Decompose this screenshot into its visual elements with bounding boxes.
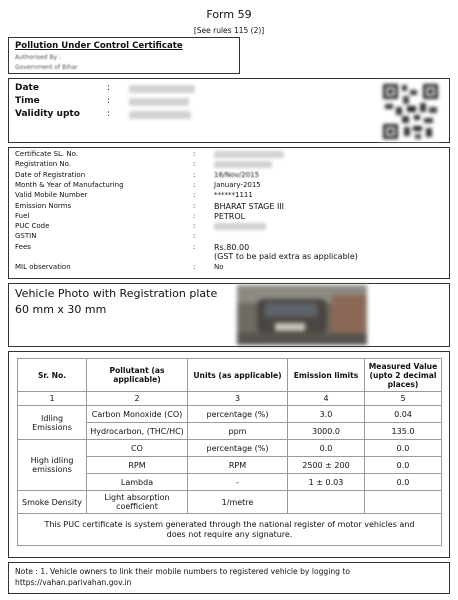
detail-value: 16/Nov/2015 — [214, 170, 260, 179]
unit-cell: RPM — [188, 457, 288, 474]
redacted-value — [214, 223, 266, 230]
pollutant-cell: Light absorption coefficient — [87, 491, 188, 514]
unit-cell: percentage (%) — [188, 406, 288, 423]
pollutant-cell: CO — [87, 440, 188, 457]
form-title: Form 59 — [206, 8, 252, 21]
detail-value: PETROL — [214, 211, 246, 221]
mobile-link-note: Note : 1. Vehicle owners to link their mobile numbers to registered vehicle by logging to https://vahan.parivahan.gov.in — [15, 567, 351, 587]
limit-cell: 3.0 — [288, 406, 365, 423]
qr-code — [381, 82, 440, 141]
detail-separator: : — [193, 263, 196, 272]
detail-label: MIL observation — [15, 263, 71, 272]
detail-label: Fees — [15, 242, 31, 251]
pollutant-cell: Lambda — [87, 474, 188, 491]
limit-cell: 1 ± 0.03 — [288, 474, 365, 491]
detail-separator: : — [193, 222, 196, 231]
time-value-redacted — [129, 98, 189, 106]
column-number: 2 — [87, 392, 188, 406]
column-number: 1 — [18, 392, 87, 406]
detail-separator: : — [193, 170, 196, 179]
detail-label: Month & Year of Manufacturing — [15, 180, 124, 189]
detail-separator: : — [193, 160, 196, 169]
group-smoke-density: Smoke Density — [18, 491, 87, 514]
detail-value: January-2015 — [214, 180, 261, 189]
rules-reference: [See rules 115 (2)] — [193, 26, 265, 35]
pollutant-cell: Carbon Monoxide (CO) — [87, 406, 188, 423]
group-high-idling: High idling emissions — [18, 440, 87, 491]
detail-separator: : — [193, 242, 196, 251]
date-label: Date — [15, 83, 39, 93]
detail-label: Valid Mobile Number — [15, 191, 88, 200]
redacted-value — [214, 161, 272, 168]
photo-box — [8, 283, 450, 347]
detail-separator: : — [193, 191, 196, 200]
validity-box — [8, 78, 450, 143]
validity-separator: : — [107, 109, 111, 119]
certificate-title-box — [8, 37, 240, 74]
time-separator: : — [107, 96, 111, 106]
detail-separator: : — [193, 180, 196, 189]
detail-separator: : — [193, 211, 196, 220]
pollutant-cell: Hydrocarbon, (THC/HC) — [87, 423, 188, 440]
authorised-by: Authorised By : — [15, 54, 61, 61]
photo-caption-line2: 60 mm x 30 mm — [15, 303, 107, 316]
unit-cell: ppm — [188, 423, 288, 440]
header-sr-no: Sr. No. — [18, 359, 87, 392]
authority-name: Government of Bihar — [15, 64, 78, 71]
measured-cell: 0.04 — [365, 406, 442, 423]
detail-separator: : — [193, 201, 196, 210]
detail-label: Registration No. — [15, 160, 72, 169]
validity-value-redacted — [129, 111, 191, 119]
date-value-redacted — [129, 85, 195, 93]
detail-label: PUC Code — [15, 222, 50, 231]
detail-label: Certificate SL. No. — [15, 150, 78, 158]
detail-value: ******1111 — [214, 191, 253, 200]
note-box — [8, 562, 450, 594]
vehicle-details-box — [8, 147, 450, 279]
header-units: Units (as applicable) — [188, 359, 288, 392]
limit-cell: 3000.0 — [288, 423, 365, 440]
measured-cell — [365, 491, 442, 514]
detail-label: Fuel — [15, 211, 30, 220]
unit-cell: - — [188, 474, 288, 491]
time-label: Time — [15, 96, 40, 106]
vehicle-photo — [237, 285, 367, 345]
detail-value: Rs.80.00 — [214, 242, 250, 252]
emission-table — [17, 358, 442, 546]
group-idling: Idling Emissions — [18, 406, 87, 440]
header-limits: Emission limits — [288, 359, 365, 392]
detail-separator: : — [193, 150, 196, 158]
unit-cell: 1/metre — [188, 491, 288, 514]
validity-label: Validity upto — [15, 109, 80, 119]
pollutant-cell: RPM — [87, 457, 188, 474]
certificate-title: Pollution Under Control Certificate — [15, 41, 183, 51]
detail-label: GSTIN — [15, 232, 37, 241]
column-number: 4 — [288, 392, 365, 406]
measured-cell: 0.0 — [365, 440, 442, 457]
detail-value: No — [214, 263, 224, 272]
column-number: 5 — [365, 392, 442, 406]
redacted-value — [214, 151, 284, 158]
column-number: 3 — [188, 392, 288, 406]
detail-separator: : — [193, 232, 196, 241]
measured-cell: 0.0 — [365, 457, 442, 474]
measured-cell: 0.0 — [365, 474, 442, 491]
date-separator: : — [107, 83, 111, 93]
system-generated-note: This PUC certificate is system generated through the national register of motor vehicles and does not require any signature. — [18, 514, 442, 546]
detail-label: Emission Norms — [15, 201, 72, 210]
limit-cell: 2500 ± 200 — [288, 457, 365, 474]
header-pollutant: Pollutant (as applicable) — [87, 359, 188, 392]
detail-value: (GST to be paid extra as applicable) — [214, 252, 358, 261]
header-measured: Measured Value (upto 2 decimal places) — [365, 359, 442, 392]
emission-section — [8, 351, 450, 558]
photo-caption-line1: Vehicle Photo with Registration plate — [15, 287, 218, 300]
measured-cell: 135.0 — [365, 423, 442, 440]
limit-cell — [288, 491, 365, 514]
detail-label: Date of Registration — [15, 170, 86, 179]
limit-cell: 0.0 — [288, 440, 365, 457]
unit-cell: percentage (%) — [188, 440, 288, 457]
detail-value: BHARAT STAGE III — [214, 201, 285, 211]
